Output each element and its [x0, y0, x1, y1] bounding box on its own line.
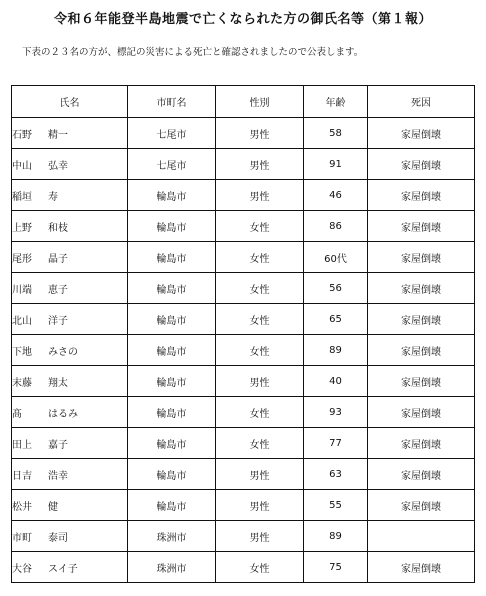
- name-cell: [12, 459, 128, 490]
- table-row: [12, 242, 475, 273]
- cause-cell: 家屋倒壊: [368, 459, 475, 490]
- header-sex: 性別: [216, 86, 304, 118]
- sex-cell: 男性: [216, 490, 304, 521]
- name-cell: [12, 397, 128, 428]
- sex-cell: 男性: [216, 118, 304, 149]
- cause-cell: 家屋倒壊: [368, 211, 475, 242]
- name-cell: [12, 180, 128, 211]
- table-row: [12, 118, 475, 149]
- name-cell: [12, 366, 128, 397]
- municipality-cell: 珠洲市: [128, 552, 216, 583]
- age-cell: 46: [304, 180, 368, 211]
- table-row: [12, 211, 475, 242]
- name-cell: [12, 335, 128, 366]
- first-name: 晶子: [48, 253, 68, 265]
- first-name: 寿: [48, 191, 58, 203]
- name-cell: [12, 428, 128, 459]
- first-name: スイ子: [48, 563, 78, 575]
- municipality-cell: 輪島市: [128, 366, 216, 397]
- first-name: 洋子: [48, 315, 68, 327]
- cause-cell: 家屋倒壊: [368, 490, 475, 521]
- last-name: 松井: [12, 501, 32, 513]
- cause-cell: 家屋倒壊: [368, 180, 475, 211]
- first-name: みさの: [48, 346, 78, 358]
- sex-cell: 男性: [216, 459, 304, 490]
- sex-cell: 女性: [216, 304, 304, 335]
- last-name: 中山: [12, 160, 32, 172]
- sex-cell: 女性: [216, 211, 304, 242]
- document-intro: 下表の２３名の方が、標記の災害による死亡と確認されましたので公表します。: [22, 47, 364, 58]
- sex-cell: 男性: [216, 521, 304, 552]
- first-name: 嘉子: [48, 439, 68, 451]
- name-cell: [12, 552, 128, 583]
- last-name: 日吉: [12, 470, 32, 482]
- table-row: [12, 180, 475, 211]
- sex-cell: 女性: [216, 397, 304, 428]
- age-cell: 58: [304, 118, 368, 149]
- first-name: 泰司: [48, 532, 68, 544]
- municipality-cell: 輪島市: [128, 428, 216, 459]
- last-name: 北山: [12, 315, 32, 327]
- table-row: [12, 521, 475, 552]
- cause-cell: 家屋倒壊: [368, 118, 475, 149]
- table-row: [12, 304, 475, 335]
- last-name: 末藤: [12, 377, 32, 389]
- header-municipality: 市町名: [128, 86, 216, 118]
- table-row: [12, 273, 475, 304]
- age-cell: 89: [304, 521, 368, 552]
- header-age: 年齢: [304, 86, 368, 118]
- table-row: [12, 335, 475, 366]
- name-cell: [12, 304, 128, 335]
- cause-cell: 家屋倒壊: [368, 397, 475, 428]
- table-row: [12, 397, 475, 428]
- sex-cell: 女性: [216, 273, 304, 304]
- last-name: 髙: [12, 408, 22, 420]
- municipality-cell: 七尾市: [128, 118, 216, 149]
- name-cell: [12, 521, 128, 552]
- table-row: [12, 428, 475, 459]
- last-name: 稲垣: [12, 191, 32, 203]
- age-cell: 63: [304, 459, 368, 490]
- municipality-cell: 輪島市: [128, 459, 216, 490]
- municipality-cell: 輪島市: [128, 211, 216, 242]
- age-cell: 91: [304, 149, 368, 180]
- age-cell: 77: [304, 428, 368, 459]
- first-name: 弘幸: [48, 160, 68, 172]
- last-name: 尾形: [12, 253, 32, 265]
- sex-cell: 男性: [216, 366, 304, 397]
- municipality-cell: 輪島市: [128, 180, 216, 211]
- table-row: [12, 366, 475, 397]
- last-name: 下地: [12, 346, 32, 358]
- first-name: はるみ: [48, 408, 78, 420]
- cause-cell: 家屋倒壊: [368, 149, 475, 180]
- header-name: 氏名: [12, 86, 128, 118]
- age-cell: 89: [304, 335, 368, 366]
- last-name: 石野: [12, 129, 32, 141]
- last-name: 上野: [12, 222, 32, 234]
- sex-cell: 女性: [216, 552, 304, 583]
- cause-cell: 家屋倒壊: [368, 304, 475, 335]
- age-cell: 93: [304, 397, 368, 428]
- age-cell: 75: [304, 552, 368, 583]
- last-name: 大谷: [12, 563, 32, 575]
- age-cell: 40: [304, 366, 368, 397]
- cause-cell: 家屋倒壊: [368, 366, 475, 397]
- table-row: [12, 490, 475, 521]
- first-name: 和枝: [48, 222, 68, 234]
- sex-cell: 女性: [216, 428, 304, 459]
- age-cell: 86: [304, 211, 368, 242]
- victims-table: [11, 85, 475, 583]
- table-row: [12, 459, 475, 490]
- municipality-cell: 珠洲市: [128, 521, 216, 552]
- municipality-cell: 七尾市: [128, 149, 216, 180]
- first-name: 精一: [48, 129, 68, 141]
- cause-cell: 家屋倒壊: [368, 242, 475, 273]
- name-cell: [12, 490, 128, 521]
- sex-cell: 女性: [216, 335, 304, 366]
- age-cell: 65: [304, 304, 368, 335]
- municipality-cell: 輪島市: [128, 304, 216, 335]
- cause-cell: 家屋倒壊: [368, 273, 475, 304]
- name-cell: [12, 118, 128, 149]
- first-name: 浩幸: [48, 470, 68, 482]
- table-row: [12, 552, 475, 583]
- table-row: [12, 149, 475, 180]
- municipality-cell: 輪島市: [128, 273, 216, 304]
- sex-cell: 男性: [216, 149, 304, 180]
- municipality-cell: 輪島市: [128, 335, 216, 366]
- municipality-cell: 輪島市: [128, 490, 216, 521]
- last-name: 市町: [12, 532, 32, 544]
- name-cell: [12, 242, 128, 273]
- name-cell: [12, 211, 128, 242]
- name-cell: [12, 273, 128, 304]
- victims-table-body: [12, 118, 475, 583]
- age-cell: 60代: [304, 242, 368, 273]
- last-name: 川端: [12, 284, 32, 296]
- cause-cell: [368, 521, 475, 552]
- municipality-cell: 輪島市: [128, 397, 216, 428]
- document-title: 令和６年能登半島地震で亡くなられた方の御氏名等（第１報）: [53, 12, 432, 27]
- cause-cell: 家屋倒壊: [368, 552, 475, 583]
- age-cell: 55: [304, 490, 368, 521]
- sex-cell: 男性: [216, 180, 304, 211]
- sex-cell: 女性: [216, 242, 304, 273]
- age-cell: 56: [304, 273, 368, 304]
- municipality-cell: 輪島市: [128, 242, 216, 273]
- name-cell: [12, 149, 128, 180]
- table-header-row: [12, 86, 475, 118]
- cause-cell: 家屋倒壊: [368, 428, 475, 459]
- first-name: 翔太: [48, 377, 68, 389]
- header-cause: 死因: [368, 86, 475, 118]
- last-name: 田上: [12, 439, 32, 451]
- first-name: 恵子: [48, 284, 68, 296]
- first-name: 健: [48, 501, 58, 513]
- cause-cell: 家屋倒壊: [368, 335, 475, 366]
